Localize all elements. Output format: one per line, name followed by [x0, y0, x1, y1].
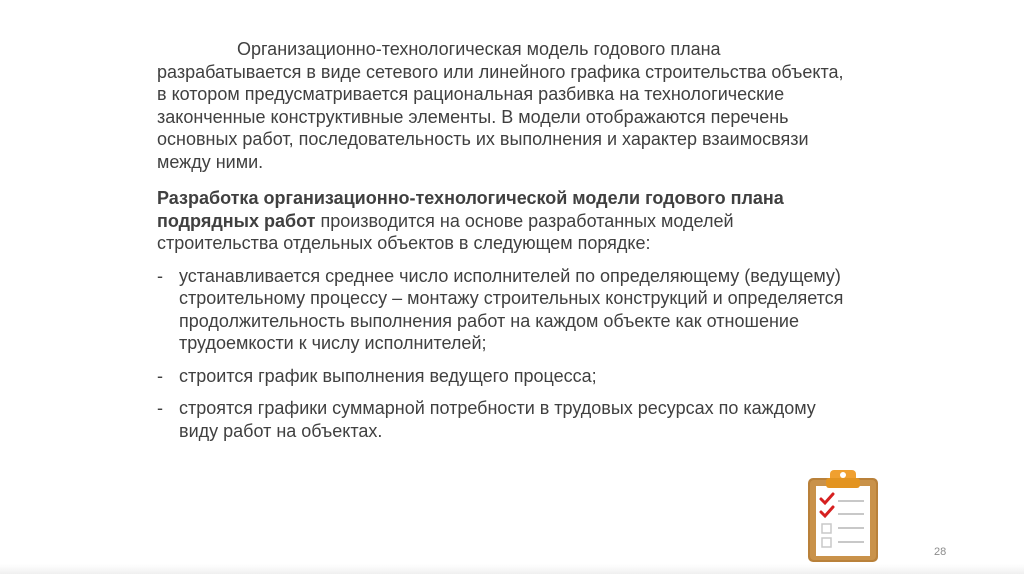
slide-content [157, 38, 857, 452]
list-item [157, 265, 857, 355]
slide-bottom-shadow [0, 564, 1024, 574]
list-item-text: устанавливается среднее число исполнителей по определяющему (ведущему) строительному процессу – монтажу строительных конструкций и определяется продолжительность выполнения работ на каждом объекте как отношение трудоемкости к числу исполнителей; [179, 265, 844, 353]
list-bullet: - [157, 365, 163, 386]
list-bullet: - [157, 398, 163, 418]
page-number: 28 [934, 546, 947, 558]
paragraph-intro: Организационно-технологическая модель годового плана разрабатывается в виде сетевого или линейного графика строительства объекта, в котором предусматривается рациональная разбивка на технологические законченные конструктивные элементы. В модели отображаются перечень основных работ, последовательность их выполнения и характер взаимосвязи между ними. [157, 39, 844, 172]
list-item [157, 397, 857, 442]
list-item [157, 365, 857, 388]
list-item-text: строится график выполнения ведущего процесса; [179, 365, 597, 386]
clipboard-checklist-icon [806, 468, 880, 564]
paragraph-development [157, 187, 857, 255]
paragraph-development-bold: Разработка организационно-технологической модели годового плана подрядных работ [157, 188, 784, 231]
list-bullet: - [157, 265, 163, 286]
steps-list [157, 265, 857, 443]
paragraph-development-text: производится на основе разработанных моделей строительства отдельных объектов в следующем порядке: [157, 210, 734, 253]
list-item-text: строятся графики суммарной потребности в трудовых ресурсах по каждому виду работ на объектах. [179, 398, 816, 441]
